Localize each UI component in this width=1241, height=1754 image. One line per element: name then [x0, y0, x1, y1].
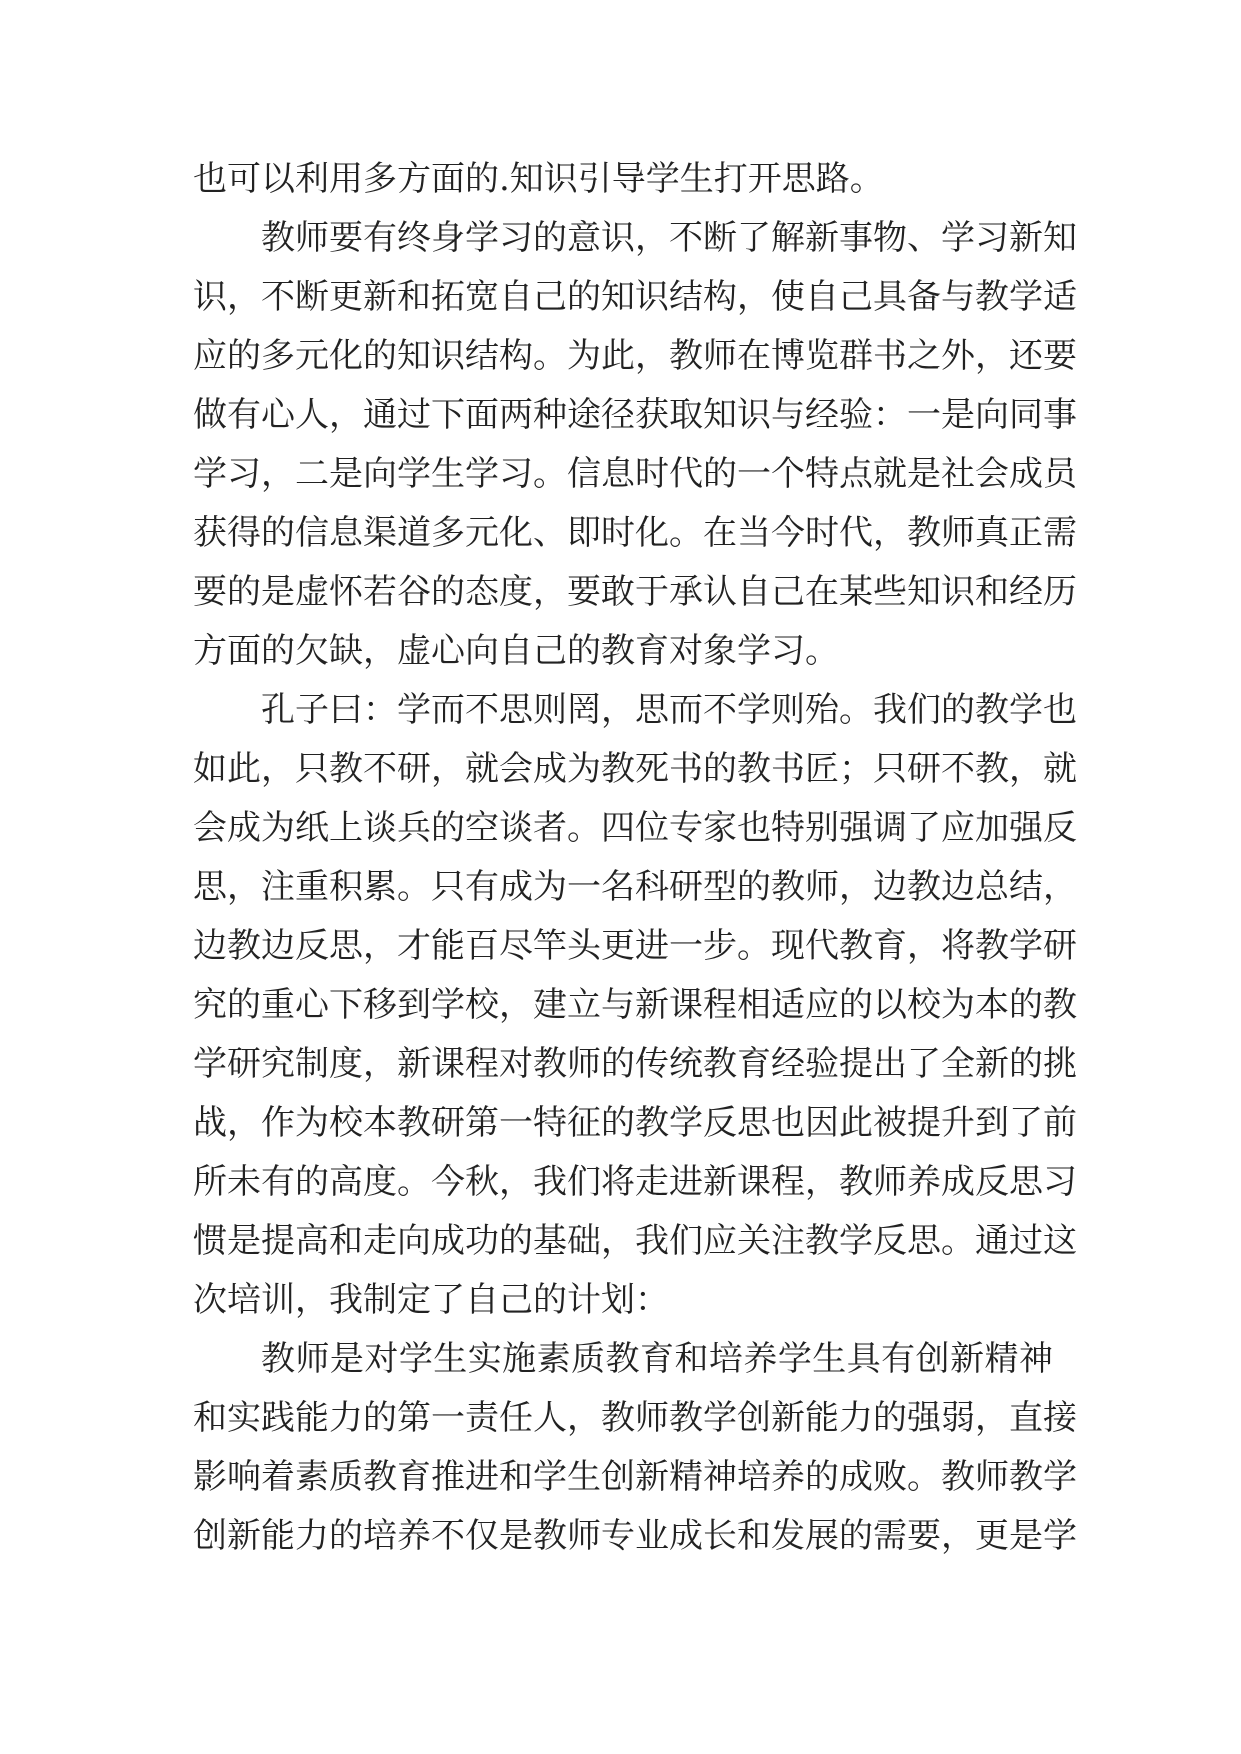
paragraph [193, 681, 1077, 1330]
text-line: 学习，二是向学生学习。信息时代的一个特点就是社会成员 [193, 454, 1077, 494]
text-line: 所未有的高度。今秋，我们将走进新课程，教师养成反思习 [193, 1162, 1077, 1202]
text-line: 做有心人，通过下面两种途径获取知识与经验：一是向同事 [193, 395, 1077, 435]
text-line: 惯是提高和走向成功的基础，我们应关注教学反思。通过这 [193, 1221, 1077, 1261]
text-line: 教师是对学生实施素质教育和培养学生具有创新精神 [261, 1339, 1053, 1379]
text-line: 究的重心下移到学校，建立与新课程相适应的以校为本的教 [193, 985, 1077, 1025]
body-text [193, 150, 1077, 1566]
text-line: 孔子曰：学而不思则罔，思而不学则殆。我们的教学也 [261, 690, 1077, 730]
paragraph [193, 209, 1077, 681]
text-line: 如此，只教不研，就会成为教死书的教书匠；只研不教，就 [193, 749, 1077, 789]
text-line: 边教边反思，才能百尽竿头更进一步。现代教育，将教学研 [193, 926, 1077, 966]
paragraph [193, 150, 1053, 209]
text-line: 方面的欠缺，虚心向自己的教育对象学习。 [193, 631, 839, 671]
text-line: 创新能力的培养不仅是教师专业成长和发展的需要，更是学 [193, 1516, 1077, 1556]
text-line: 应的多元化的知识结构。为此，教师在博览群书之外，还要 [193, 336, 1077, 376]
text-line: 次培训，我制定了自己的计划： [193, 1280, 669, 1320]
text-line: 获得的信息渠道多元化、即时化。在当今时代，教师真正需 [193, 513, 1077, 553]
text-line: 会成为纸上谈兵的空谈者。四位专家也特别强调了应加强反 [193, 808, 1077, 848]
text-line: 也可以利用多方面的.知识引导学生打开思路。 [193, 159, 884, 199]
text-line: 思，注重积累。只有成为一名科研型的教师，边教边总结， [193, 867, 1077, 907]
text-line: 学研究制度，新课程对教师的传统教育经验提出了全新的挑 [193, 1044, 1077, 1084]
text-line: 影响着素质教育推进和学生创新精神培养的成败。教师教学 [193, 1457, 1077, 1497]
text-line: 教师要有终身学习的意识，不断了解新事物、学习新知 [261, 218, 1077, 258]
text-line: 和实践能力的第一责任人，教师教学创新能力的强弱，直接 [193, 1398, 1077, 1438]
text-line: 识，不断更新和拓宽自己的知识结构，使自己具备与教学适 [193, 277, 1077, 317]
text-line: 战，作为校本教研第一特征的教学反思也因此被提升到了前 [193, 1103, 1077, 1143]
paragraph [193, 1330, 1077, 1566]
text-line: 要的是虚怀若谷的态度，要敢于承认自己在某些知识和经历 [193, 572, 1077, 612]
